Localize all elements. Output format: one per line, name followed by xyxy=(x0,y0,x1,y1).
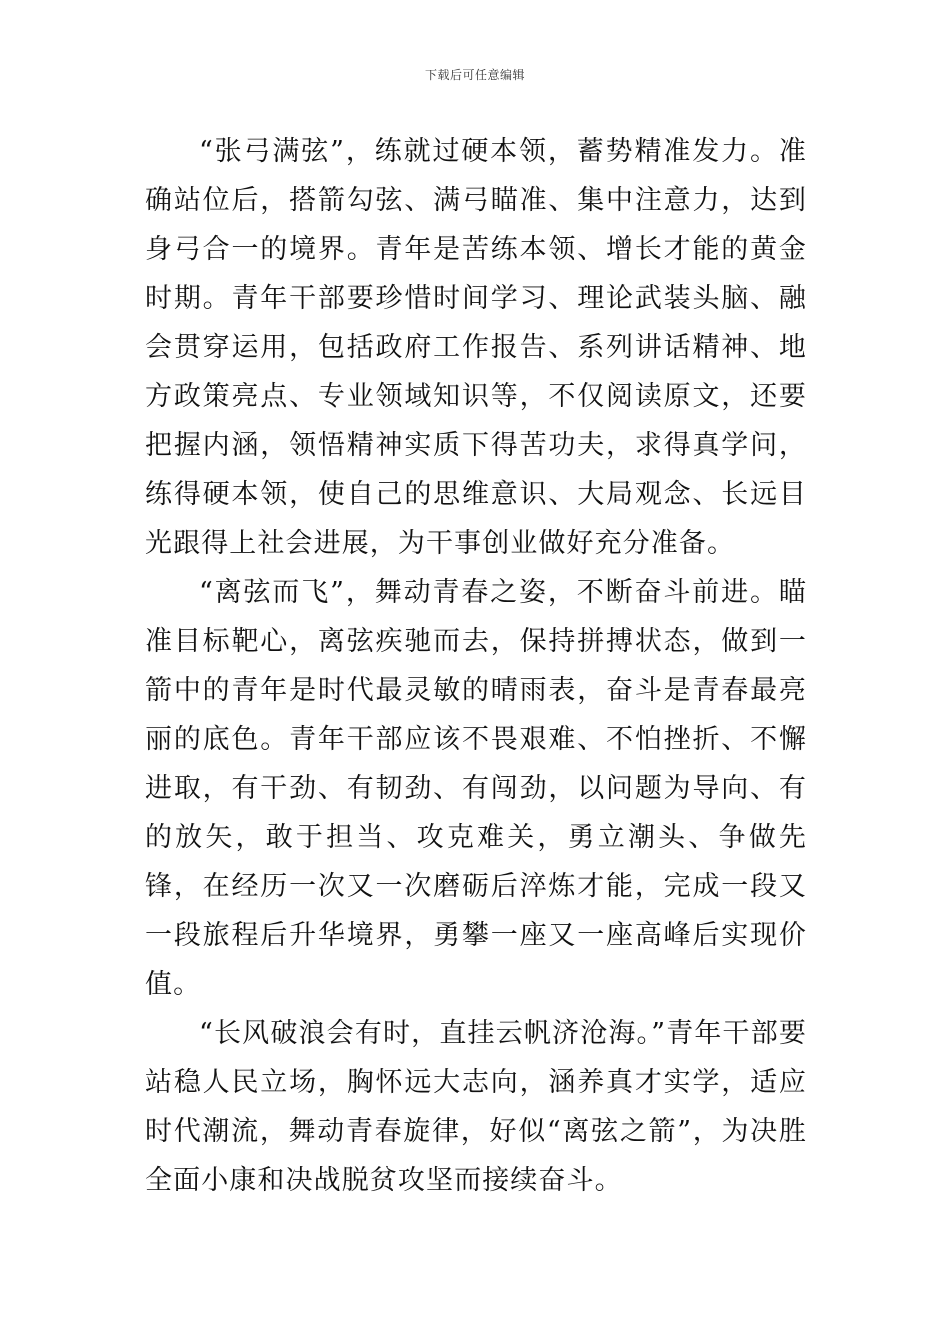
paragraph-2: “离弦而飞”，舞动青春之姿，不断奋斗前进。瞄准目标靶心，离弦疾驰而去，保持拼搏状态，做到一箭中的青年是时代最灵敏的晴雨表，奋斗是青春最亮丽的底色。青年干部应该不畏艰难、不怕挫折、不懈进取，有干劲、有韧劲、有闯劲，以问题为导向、有的放矢，敢于担当、攻克难关，勇立潮头、争做先锋，在经历一次又一次磨砺后淬炼才能，完成一段又一段旅程后升华境界，勇攀一座又一座高峰后实现价值。 xyxy=(145,577,807,1000)
page-header: 下载后可任意编辑 xyxy=(424,68,525,82)
paragraph-1: “张弓满弦”，练就过硬本领，蓄势精准发力。准确站位后，搭箭勾弦、满弓瞄准、集中注意力，达到身弓合一的境界。青年是苦练本领、增长才能的黄金时期。青年干部要珍惜时间学习、理论武装头脑、融会贯穿运用，包括政府工作报告、系列讲话精神、地方政策亮点、专业领域知识等，不仅阅读原文，还要把握内涵，领悟精神实质下得苦功夫，求得真学问，练得硬本领，使自己的思维意识、大局观念、长远目光跟得上社会进展，为干事创业做好充分准备。 xyxy=(145,136,807,559)
paragraph-3: “长风破浪会有时，直挂云帆济沧海。”青年干部要站稳人民立场，胸怀远大志向，涵养真才实学，适应时代潮流，舞动青春旋律，好似“离弦之箭”，为决胜全面小康和决战脱贫攻坚而接续奋斗。 xyxy=(145,1018,807,1196)
article-body xyxy=(145,127,807,1205)
